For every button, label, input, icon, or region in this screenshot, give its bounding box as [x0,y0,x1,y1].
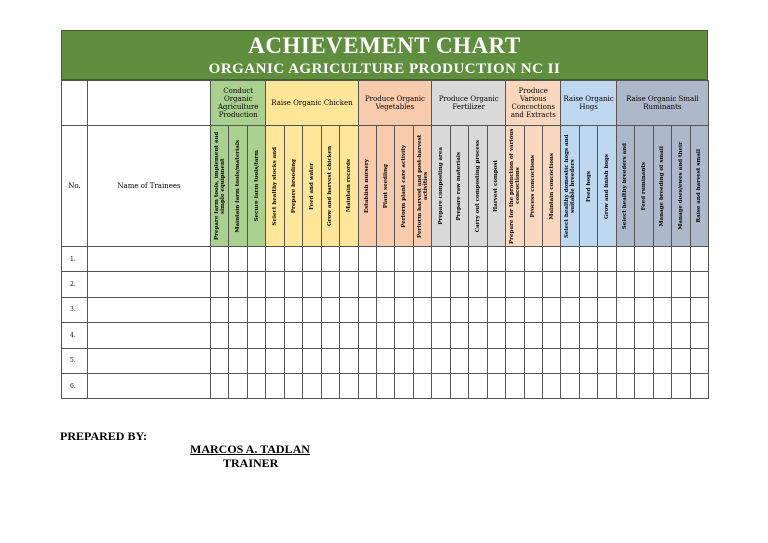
achievement-cell[interactable] [303,297,321,322]
achievement-cell[interactable] [524,323,542,348]
achievement-cell[interactable] [266,297,284,322]
achievement-cell[interactable] [303,348,321,373]
achievement-cell[interactable] [506,247,524,272]
achievement-cell[interactable] [284,348,302,373]
achievement-cell[interactable] [303,247,321,272]
row-number: 4. [62,323,88,348]
achievement-cell[interactable] [376,373,394,398]
achievement-cell[interactable] [579,323,597,348]
achievement-cell[interactable] [266,272,284,297]
group-header: Raise Organic Chicken [266,81,358,126]
task-label: Feed and water [308,162,315,210]
achievement-cell[interactable] [598,348,616,373]
task-label: Manage breeding of small [659,145,666,227]
achievement-cell[interactable] [266,348,284,373]
achievement-cell[interactable] [211,323,229,348]
task-header [229,126,247,247]
achievement-cell[interactable] [635,272,653,297]
achievement-cell[interactable] [506,348,524,373]
achievement-cell[interactable] [635,373,653,398]
achievement-cell[interactable] [690,297,708,322]
achievement-cell[interactable] [376,247,394,272]
achievement-cell[interactable] [487,348,505,373]
trainee-name-cell[interactable] [88,297,211,322]
achievement-cell[interactable] [340,373,358,398]
achievement-cell[interactable] [376,272,394,297]
achievement-cell[interactable] [303,272,321,297]
achievement-cell[interactable] [340,247,358,272]
achievement-cell[interactable] [432,323,450,348]
achievement-cell[interactable] [672,373,690,398]
achievement-cell[interactable] [211,348,229,373]
achievement-cell[interactable] [653,373,671,398]
task-header [432,126,450,247]
achievement-cell[interactable] [672,297,690,322]
task-header [672,126,690,247]
row-number: 3. [62,297,88,322]
task-header [598,126,616,247]
trainee-name-cell[interactable] [88,373,211,398]
task-label: Prepare composting area [438,147,445,225]
achievement-cell[interactable] [672,323,690,348]
task-header [211,126,229,247]
achievement-cell[interactable] [247,323,265,348]
task-label: Maintain concoctions [548,152,555,220]
achievement-cell[interactable] [672,348,690,373]
achievement-cell[interactable] [469,272,487,297]
achievement-cell[interactable] [211,373,229,398]
achievement-cell[interactable] [284,272,302,297]
achievement-cell[interactable] [469,373,487,398]
achievement-cell[interactable] [506,297,524,322]
achievement-cell[interactable] [542,323,560,348]
achievement-cell[interactable] [303,373,321,398]
group-header: Raise Organic Hogs [561,81,616,126]
achievement-cell[interactable] [524,373,542,398]
achievement-cell[interactable] [340,323,358,348]
achievement-cell[interactable] [266,247,284,272]
task-label: Feed hogs [585,170,592,202]
task-label: Perform plant care activity [401,144,408,228]
achievement-cell[interactable] [432,272,450,297]
task-header [616,126,634,247]
achievement-cell[interactable] [450,323,468,348]
achievement-cell[interactable] [266,373,284,398]
group-header-row [62,81,709,126]
task-label: Prepare brooding [290,158,297,214]
task-header [579,126,597,247]
achievement-cell[interactable] [247,272,265,297]
achievement-cell[interactable] [395,348,413,373]
achievement-cell[interactable] [635,297,653,322]
title-banner [61,30,708,80]
achievement-cell[interactable] [376,323,394,348]
group-header: Produce Various Concoctions and Extracts [506,81,561,126]
achievement-cell[interactable] [358,373,376,398]
task-label: Select healthy stocks and [272,146,279,226]
task-header [635,126,653,247]
achievement-cell[interactable] [524,348,542,373]
task-label: Perform harvest and post-harvest activities [416,134,429,238]
achievement-cell[interactable] [229,297,247,322]
achievement-cell[interactable] [672,272,690,297]
achievement-cell[interactable] [469,323,487,348]
achievement-cell[interactable] [395,323,413,348]
trainee-row [62,272,709,297]
task-label: Select healthy breeders and [622,142,629,230]
name-header: Name of Trainees [88,126,211,247]
achievement-cell[interactable] [506,373,524,398]
task-header [561,126,579,247]
achievement-cell[interactable] [247,373,265,398]
task-header [524,126,542,247]
achievement-cell[interactable] [450,247,468,272]
achievement-cell[interactable] [542,348,560,373]
chart-title: ACHIEVEMENT CHART [248,33,521,58]
group-header: Produce Organic Fertilizer [432,81,506,126]
achievement-cell[interactable] [247,297,265,322]
achievement-cell[interactable] [413,297,431,322]
achievement-cell[interactable] [229,247,247,272]
task-label: Prepare for the production of various concoctions [508,128,521,244]
achievement-cell[interactable] [598,373,616,398]
task-label: Grow and harvest chicken [327,145,334,227]
achievement-cell[interactable] [653,323,671,348]
trainee-name-cell[interactable] [88,247,211,272]
task-header [247,126,265,247]
achievement-cell[interactable] [561,272,579,297]
task-header [450,126,468,247]
achievement-cell[interactable] [358,348,376,373]
achievement-cell[interactable] [284,323,302,348]
task-label: Manage does/ewes and their [677,142,684,230]
achievement-cell[interactable] [340,348,358,373]
blank-cell-name [88,81,211,126]
task-header [542,126,560,247]
achievement-cell[interactable] [395,247,413,272]
trainee-row [62,297,709,322]
achievement-cell[interactable] [542,272,560,297]
achievement-cell[interactable] [321,297,339,322]
achievement-cell[interactable] [321,323,339,348]
task-label: Prepare raw materials [456,151,463,221]
row-number: 2. [62,272,88,297]
task-label: Plant seedling [382,163,389,209]
achievement-cell[interactable] [469,247,487,272]
achievement-cell[interactable] [579,373,597,398]
achievement-cell[interactable] [690,373,708,398]
task-label: Prepare farm tools, implement and simple equipment [213,131,226,241]
achievement-cell[interactable] [616,272,634,297]
achievement-chart [61,30,708,399]
task-header [690,126,708,247]
achievement-cell[interactable] [247,348,265,373]
achievement-cell[interactable] [487,272,505,297]
achievement-cell[interactable] [450,297,468,322]
achievement-cell[interactable] [413,272,431,297]
row-number: 1. [62,247,88,272]
trainee-name-cell[interactable] [88,272,211,297]
achievement-cell[interactable] [653,348,671,373]
achievement-cell[interactable] [653,247,671,272]
achievement-cell[interactable] [635,247,653,272]
task-header [506,126,524,247]
achievement-cell[interactable] [358,247,376,272]
prepared-by-label: PREPARED BY: [60,429,148,443]
achievement-cell[interactable] [413,348,431,373]
achievement-cell[interactable] [598,323,616,348]
task-header [266,126,284,247]
achievement-cell[interactable] [542,247,560,272]
achievement-cell[interactable] [413,247,431,272]
achievement-cell[interactable] [450,373,468,398]
task-header [340,126,358,247]
achievement-cell[interactable] [616,297,634,322]
trainer-name: MARCOS A. TADLAN [190,442,310,456]
achievement-cell[interactable] [229,373,247,398]
task-label: Grow and finish hogs [604,153,611,219]
achievement-cell[interactable] [598,297,616,322]
achievement-cell[interactable] [506,272,524,297]
trainee-name-cell[interactable] [88,348,211,373]
achievement-cell[interactable] [690,323,708,348]
task-header [321,126,339,247]
task-header [395,126,413,247]
trainee-row [62,373,709,398]
achievement-cell[interactable] [358,323,376,348]
achievement-cell[interactable] [211,272,229,297]
group-header: Conduct Organic Agriculture Production [211,81,266,126]
achievement-cell[interactable] [561,297,579,322]
achievement-cell[interactable] [469,297,487,322]
achievement-cell[interactable] [579,297,597,322]
achievement-cell[interactable] [653,297,671,322]
row-number: 5. [62,348,88,373]
achievement-cell[interactable] [266,323,284,348]
achievement-cell[interactable] [376,348,394,373]
achievement-cell[interactable] [542,373,560,398]
trainee-row [62,247,709,272]
achievement-cell[interactable] [598,272,616,297]
achievement-cell[interactable] [690,272,708,297]
achievement-cell[interactable] [284,297,302,322]
no-header: No. [62,126,88,247]
trainee-row [62,323,709,348]
achievement-cell[interactable] [598,247,616,272]
task-label: Secure farm tools/farm [253,150,260,222]
achievement-cell[interactable] [395,272,413,297]
achievement-cell[interactable] [635,323,653,348]
achievement-cell[interactable] [211,247,229,272]
task-label: Maintain farm tools/materials [235,139,242,233]
task-label: Carry out composting process [474,139,481,233]
task-label: Feed ruminants [640,161,647,211]
achievement-cell[interactable] [635,348,653,373]
achievement-cell[interactable] [211,297,229,322]
achievement-cell[interactable] [579,247,597,272]
group-header: Raise Organic Small Ruminants [616,81,708,126]
task-label: Establish nursery [364,158,371,213]
achievement-cell[interactable] [450,272,468,297]
achievement-cell[interactable] [229,272,247,297]
achievement-cell[interactable] [376,297,394,322]
achievement-table [61,80,709,399]
achievement-cell[interactable] [303,323,321,348]
achievement-cell[interactable] [542,297,560,322]
task-label: Maintain records [345,159,352,213]
achievement-cell[interactable] [561,373,579,398]
task-label: Harvest compost [493,160,500,212]
achievement-cell[interactable] [450,348,468,373]
achievement-cell[interactable] [321,348,339,373]
achievement-cell[interactable] [284,373,302,398]
task-header [284,126,302,247]
achievement-cell[interactable] [247,247,265,272]
achievement-cell[interactable] [487,373,505,398]
achievement-cell[interactable] [229,323,247,348]
achievement-cell[interactable] [616,247,634,272]
achievement-cell[interactable] [432,297,450,322]
achievement-cell[interactable] [653,272,671,297]
achievement-cell[interactable] [561,348,579,373]
task-header-row [62,126,709,247]
achievement-cell[interactable] [432,348,450,373]
blank-cell-no [62,81,88,126]
achievement-cell[interactable] [506,323,524,348]
trainee-rows [62,247,709,399]
achievement-cell[interactable] [413,323,431,348]
task-header [358,126,376,247]
achievement-cell[interactable] [524,297,542,322]
task-header [413,126,431,247]
achievement-cell[interactable] [358,272,376,297]
task-header [469,126,487,247]
achievement-cell[interactable] [487,323,505,348]
achievement-cell[interactable] [672,247,690,272]
trainee-name-cell[interactable] [88,323,211,348]
achievement-cell[interactable] [395,373,413,398]
trainer-role: TRAINER [223,456,279,470]
achievement-cell[interactable] [690,348,708,373]
achievement-cell[interactable] [487,247,505,272]
achievement-cell[interactable] [487,297,505,322]
achievement-cell[interactable] [340,272,358,297]
achievement-cell[interactable] [395,297,413,322]
achievement-cell[interactable] [579,348,597,373]
achievement-cell[interactable] [432,247,450,272]
task-label: Process concoctions [530,154,537,218]
task-label: Select healthy domestic hogs and suitable breeders [564,134,577,238]
task-header [487,126,505,247]
achievement-cell[interactable] [229,348,247,373]
achievement-cell[interactable] [321,247,339,272]
achievement-cell[interactable] [340,297,358,322]
task-label: Raise and harvest small [696,149,703,223]
achievement-cell[interactable] [524,272,542,297]
trainee-row [62,348,709,373]
group-header: Produce Organic Vegetables [358,81,432,126]
task-header [376,126,394,247]
achievement-cell[interactable] [469,348,487,373]
achievement-cell[interactable] [561,247,579,272]
achievement-cell[interactable] [616,348,634,373]
achievement-cell[interactable] [321,272,339,297]
achievement-cell[interactable] [284,247,302,272]
achievement-cell[interactable] [432,373,450,398]
achievement-cell[interactable] [321,373,339,398]
task-header [303,126,321,247]
achievement-cell[interactable] [524,247,542,272]
achievement-cell[interactable] [616,323,634,348]
achievement-cell[interactable] [579,272,597,297]
chart-subtitle: ORGANIC AGRICULTURE PRODUCTION NC II [208,61,561,77]
achievement-cell[interactable] [616,373,634,398]
achievement-cell[interactable] [690,247,708,272]
achievement-cell[interactable] [561,323,579,348]
achievement-cell[interactable] [413,373,431,398]
achievement-cell[interactable] [358,297,376,322]
task-header [653,126,671,247]
row-number: 6. [62,373,88,398]
